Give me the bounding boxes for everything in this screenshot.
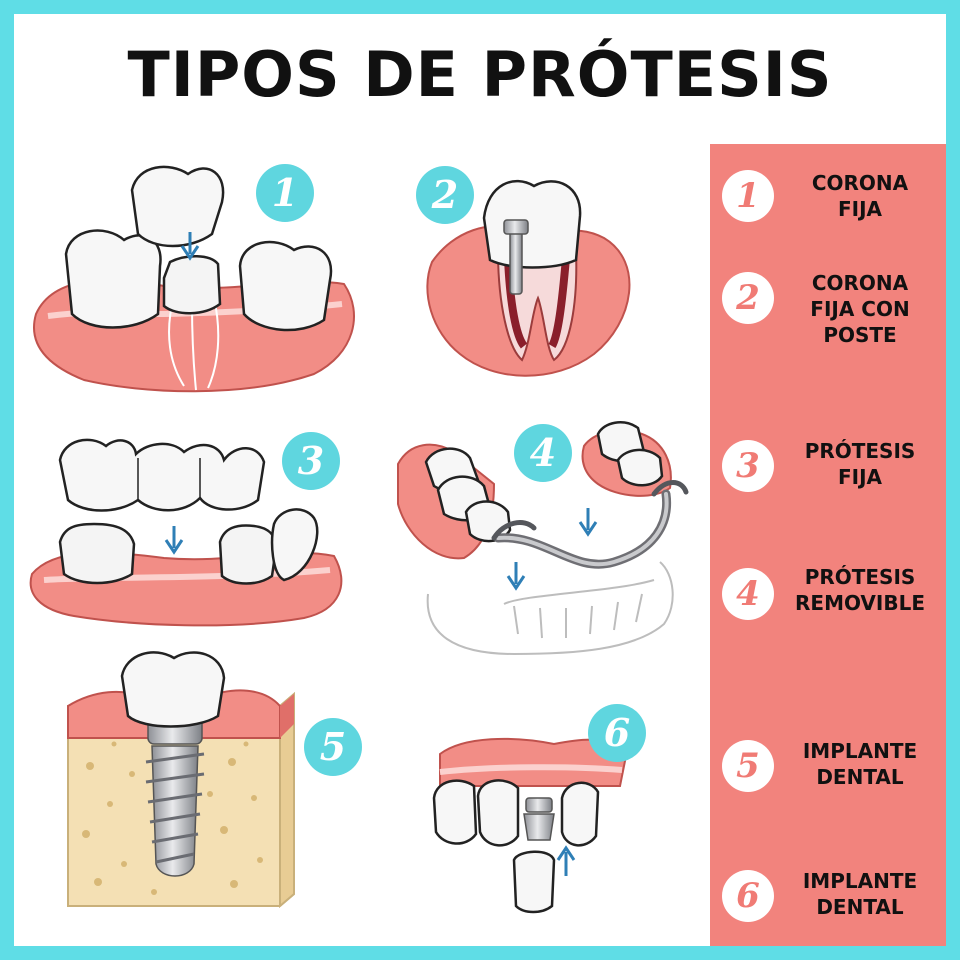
implant-abutment-crown-icon <box>434 739 626 912</box>
legend-number-badge: 5 <box>722 740 774 792</box>
legend-label: PRÓTESIS REMOVIBLE <box>795 565 925 615</box>
legend-label: IMPLANTE DENTAL <box>802 869 918 919</box>
illustration-number-badge: 6 <box>588 704 646 762</box>
legend-item <box>710 440 946 530</box>
legend-label: CORONA FIJA CON POSTE <box>810 271 910 347</box>
legend-item <box>710 565 946 658</box>
legend-number-badge: 6 <box>722 870 774 922</box>
page-title: TIPOS DE PRÓTESIS <box>127 38 833 111</box>
legend-label: PRÓTESIS FIJA <box>804 439 916 489</box>
legend-item <box>710 870 946 946</box>
dental-implant-screw-icon <box>68 652 294 906</box>
legend-number-badge: 2 <box>722 272 774 324</box>
legend-number-badge: 4 <box>722 568 774 620</box>
illustration-number-badge: 4 <box>514 424 572 482</box>
illustration-number-badge: 1 <box>256 164 314 222</box>
illustration-number-badge: 5 <box>304 718 362 776</box>
legend-item <box>710 740 946 830</box>
legend-label: IMPLANTE DENTAL <box>802 739 918 789</box>
legend-number-badge: 3 <box>722 440 774 492</box>
legend-item <box>710 170 946 260</box>
legend-item <box>710 272 946 362</box>
legend-panel <box>710 144 946 946</box>
illustration-number-badge: 3 <box>282 432 340 490</box>
illustration-number-badge: 2 <box>416 166 474 224</box>
infographic-frame <box>14 14 946 946</box>
illustrations-canvas <box>14 14 710 946</box>
legend-number-badge: 1 <box>722 170 774 222</box>
legend-label: CORONA FIJA <box>811 171 909 221</box>
